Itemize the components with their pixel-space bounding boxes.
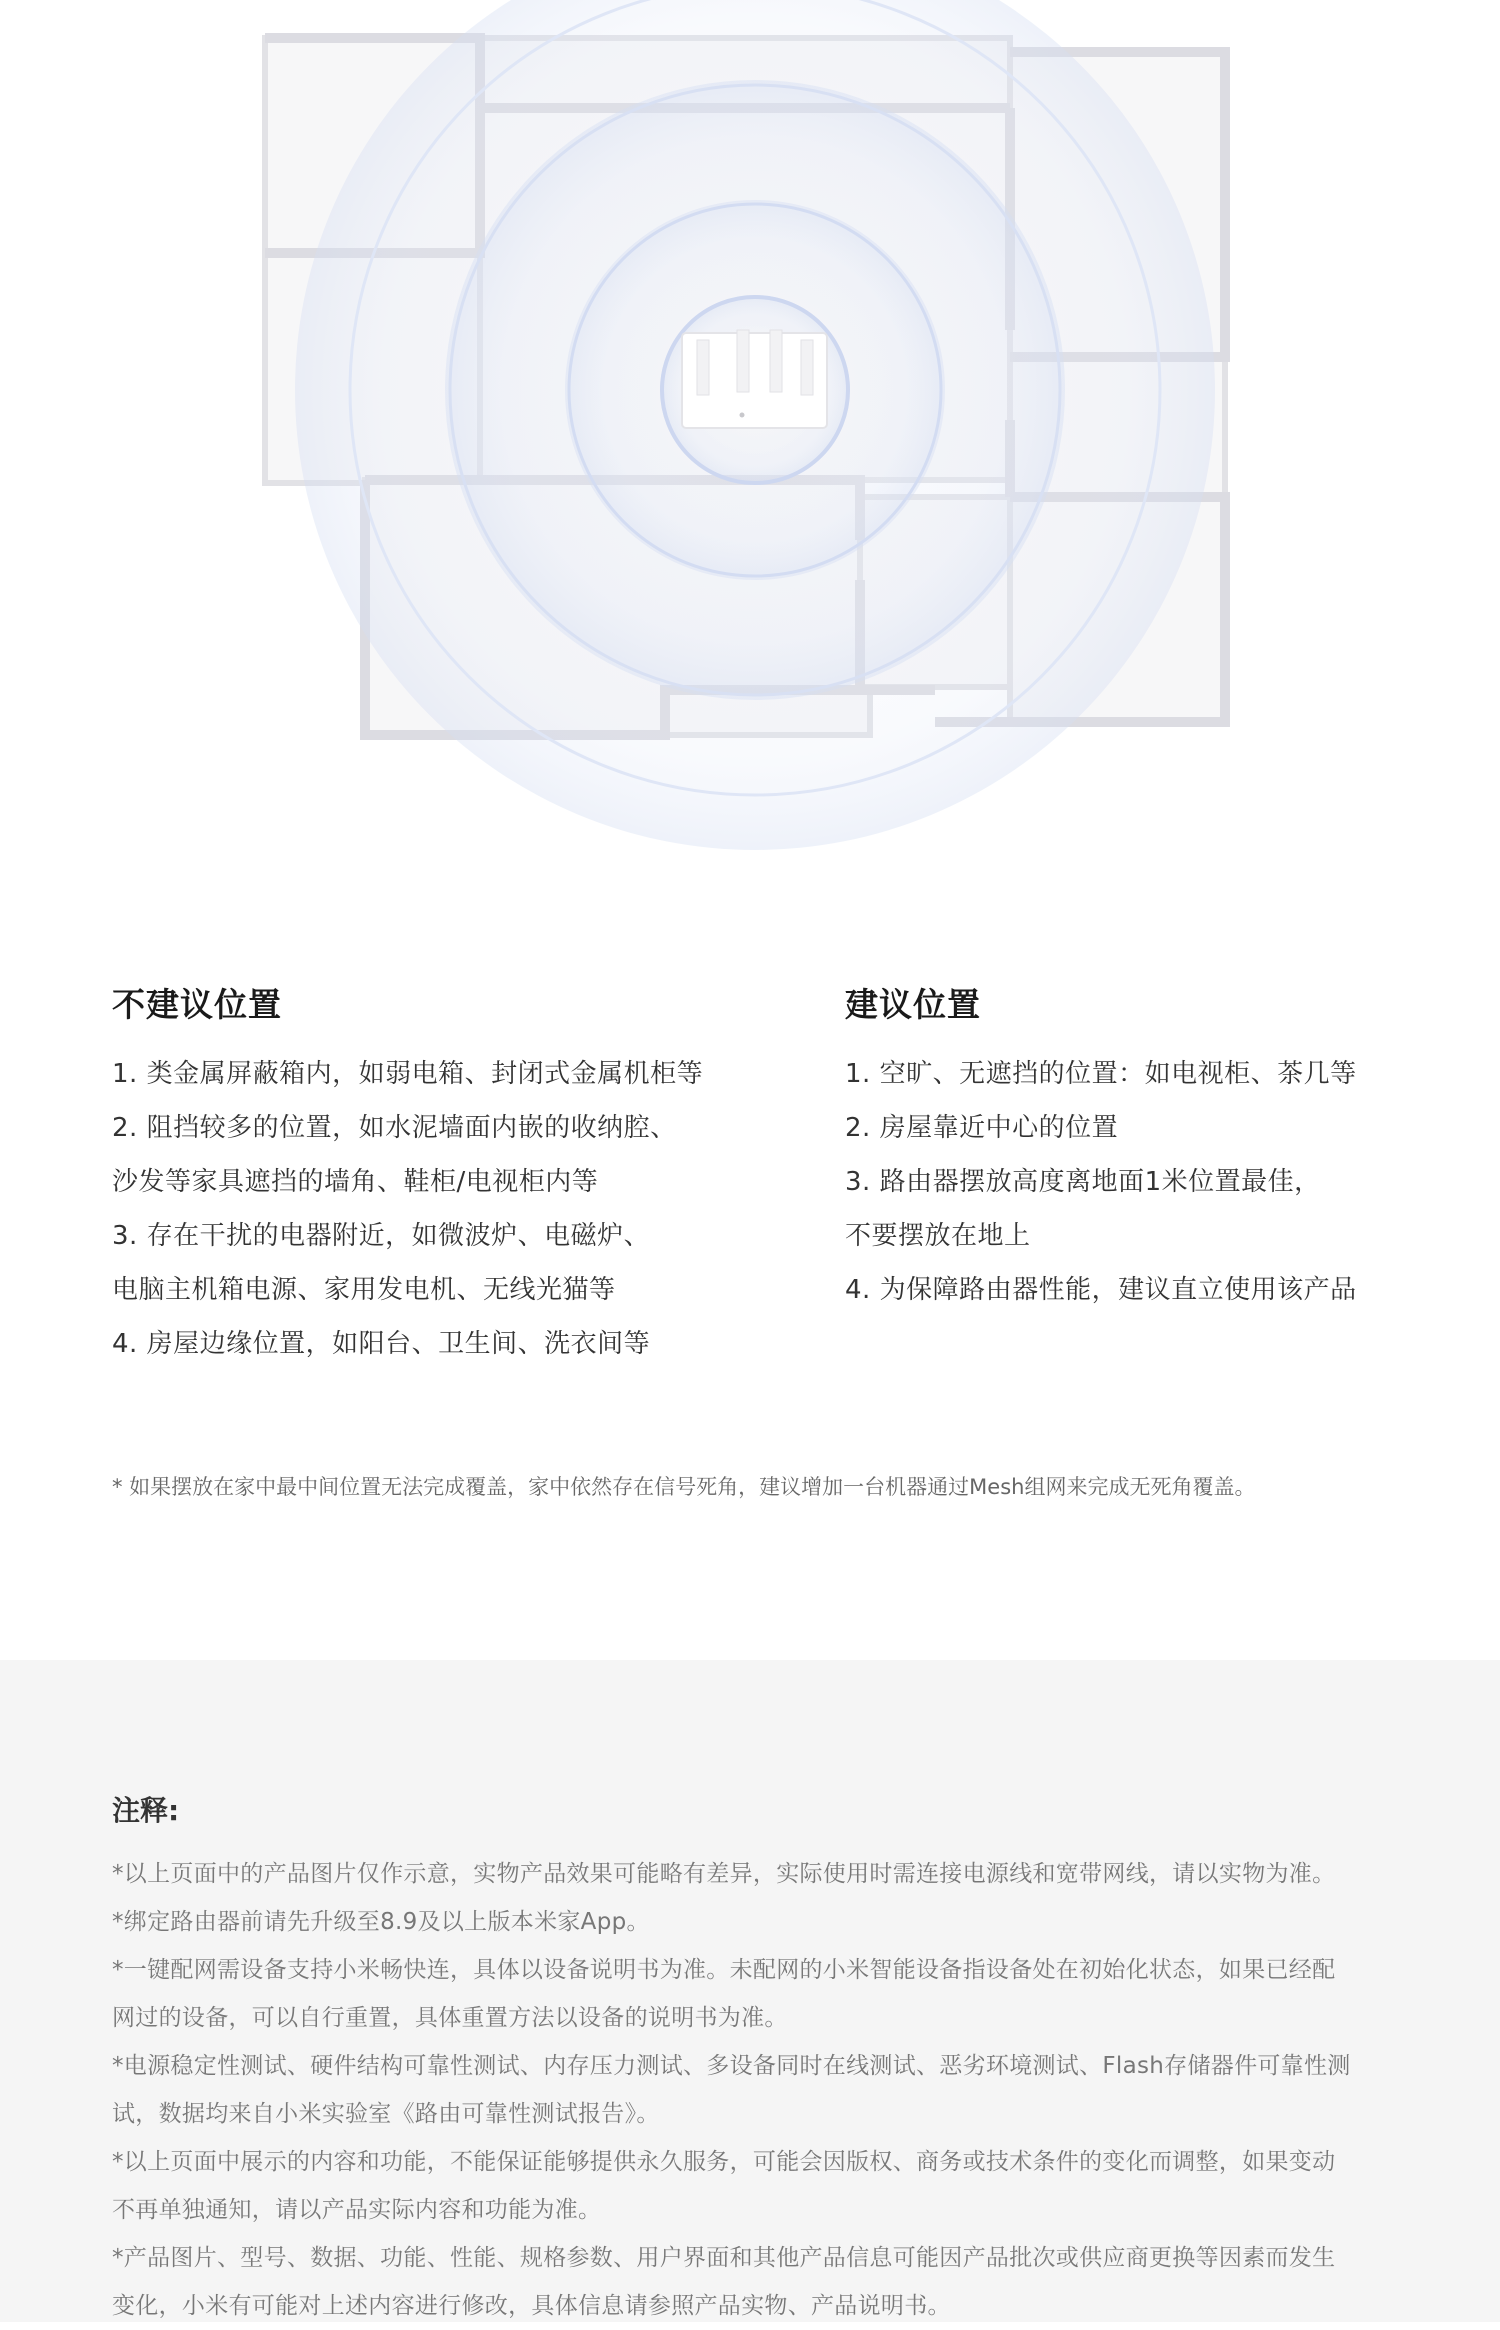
note-line: 变化，小米有可能对上述内容进行修改，具体信息请参照产品实物、产品说明书。 (112, 2293, 951, 2319)
note-line: *一键配网需设备支持小米畅快连，具体以设备说明书为准。未配网的小米智能设备指设备处在初始化状态，如果已经配 (112, 1957, 1336, 1983)
list-item: 2. 房屋靠近中心的位置 (845, 1113, 1119, 1143)
coverage-illustration (0, 0, 1500, 900)
list-item: 不要摆放在地上 (845, 1221, 1031, 1251)
recommended-list (845, 1047, 1445, 1317)
list-item: 3. 存在干扰的电器附近，如微波炉、电磁炉、 (112, 1221, 651, 1251)
recommended-section (845, 985, 1445, 1317)
router-signal-coverage-floorplan-icon (0, 0, 1500, 900)
not-recommended-title: 不建议位置 (112, 985, 282, 1024)
note-line: 网过的设备，可以自行重置，具体重置方法以设备的说明书为准。 (112, 2005, 788, 2031)
list-item: 沙发等家具遮挡的墙角、鞋柜/电视柜内等 (112, 1167, 599, 1197)
list-item: 4. 为保障路由器性能，建议直立使用该产品 (845, 1275, 1357, 1305)
notes-title: 注释: (112, 1794, 180, 1827)
note-line: *以上页面中的产品图片仅作示意，实物产品效果可能略有差异，实际使用时需连接电源线和宽带网线，请以实物为准。 (112, 1861, 1336, 1887)
list-item: 1. 类金属屏蔽箱内，如弱电箱、封闭式金属机柜等 (112, 1059, 704, 1089)
list-item: 4. 房屋边缘位置，如阳台、卫生间、洗衣间等 (112, 1329, 651, 1359)
router-icon (682, 330, 827, 428)
list-item: 电脑主机箱电源、家用发电机、无线光猫等 (112, 1275, 616, 1305)
not-recommended-section (112, 985, 752, 1371)
list-item: 2. 阻挡较多的位置，如水泥墙面内嵌的收纳腔、 (112, 1113, 677, 1143)
list-item: 3. 路由器摆放高度离地面1米位置最佳， (845, 1167, 1321, 1197)
notes-list (112, 1850, 1392, 2330)
not-recommended-list (112, 1047, 752, 1371)
note-line: 试，数据均来自小米实验室《路由可靠性测试报告》。 (112, 2101, 660, 2127)
note-line: 不再单独通知，请以产品实际内容和功能为准。 (112, 2197, 602, 2223)
recommended-title: 建议位置 (845, 985, 981, 1024)
note-line: *绑定路由器前请先升级至8.9及以上版本米家App。 (112, 1909, 650, 1935)
note-line: *产品图片、型号、数据、功能、性能、规格参数、用户界面和其他产品信息可能因产品批次或供应商更换等因素而发生 (112, 2245, 1336, 2271)
list-item: 1. 空旷、无遮挡的位置：如电视柜、茶几等 (845, 1059, 1357, 1089)
notes-section (0, 1660, 1500, 2322)
note-line: *电源稳定性测试、硬件结构可靠性测试、内存压力测试、多设备同时在线测试、恶劣环境测试、Flash存储器件可靠性测 (112, 2053, 1351, 2079)
mesh-footnote: * 如果摆放在家中最中间位置无法完成覆盖，家中依然存在信号死角，建议增加一台机器通过Mesh组网来完成无死角覆盖。 (112, 1475, 1256, 1499)
note-line: *以上页面中展示的内容和功能，不能保证能够提供永久服务，可能会因版权、商务或技术条件的变化而调整，如果变动 (112, 2149, 1336, 2175)
